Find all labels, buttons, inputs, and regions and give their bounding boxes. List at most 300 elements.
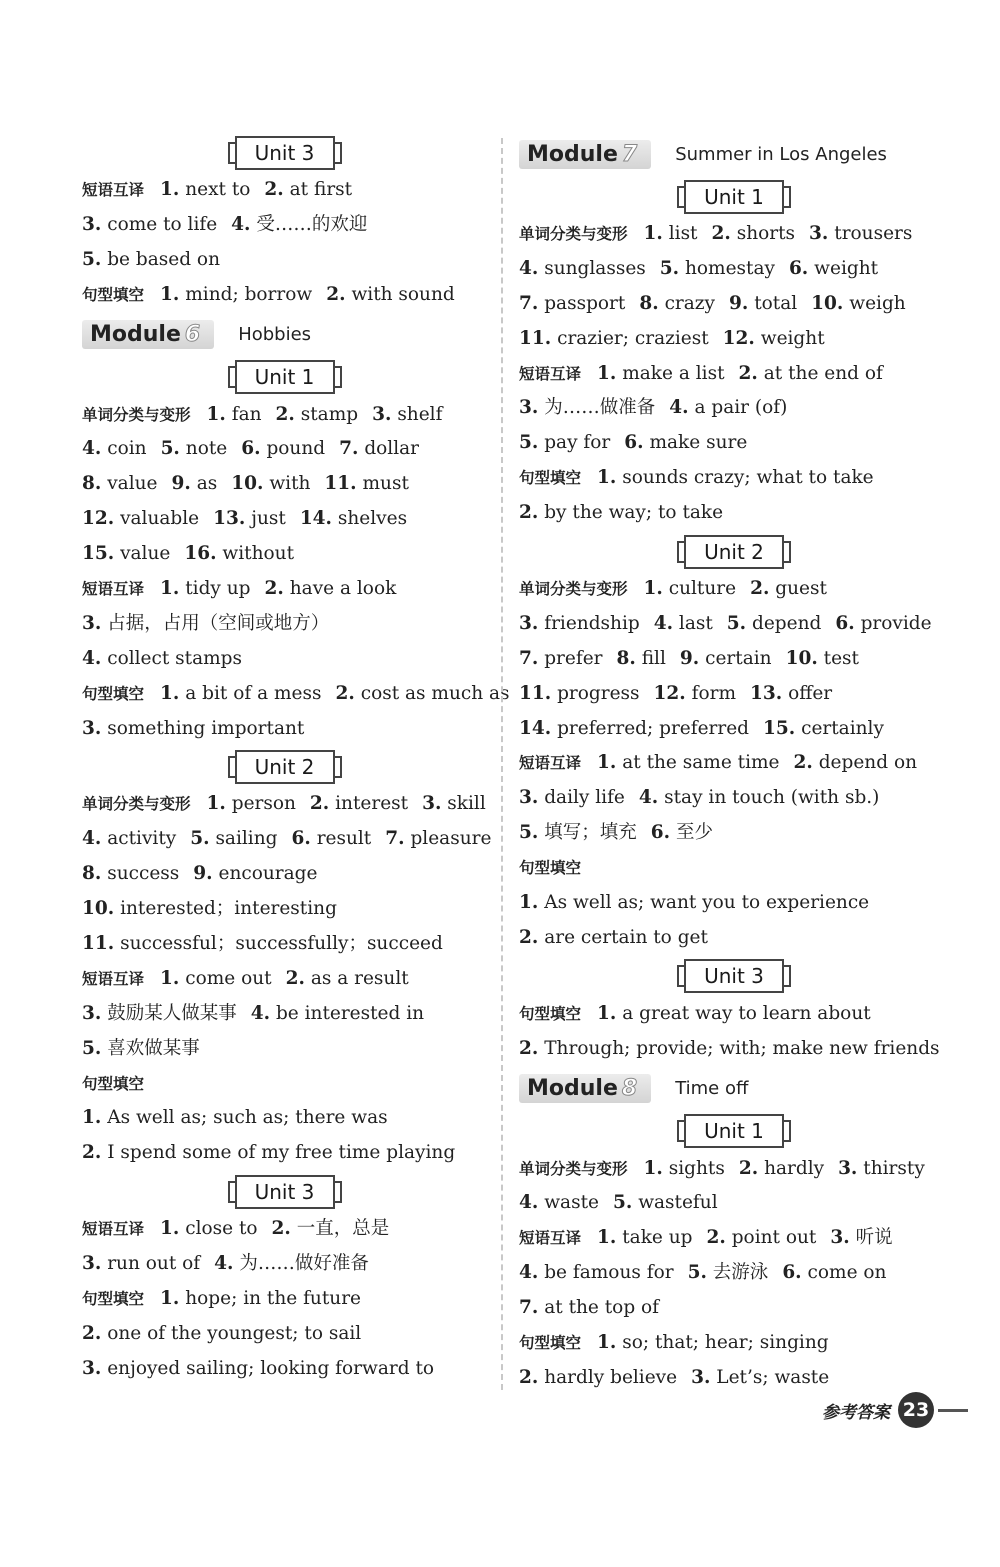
answer-number: 4.: [519, 257, 539, 279]
module-badge: [519, 1074, 651, 1103]
answer-number: 7.: [385, 828, 405, 850]
page-footer: [822, 1390, 968, 1430]
answer-line: [519, 781, 949, 816]
answer-number: 4.: [82, 828, 102, 850]
answer-line: [82, 502, 487, 537]
answer-text: 受……的欢迎: [256, 213, 368, 235]
answer-text: success: [107, 863, 180, 885]
answer-item: [422, 793, 486, 814]
answer-number: 10.: [82, 898, 115, 920]
answer-number: 13.: [213, 508, 246, 530]
answer-item: [838, 1158, 925, 1179]
answer-item: [688, 1262, 769, 1283]
answer-item: [161, 438, 228, 459]
module-heading: [82, 313, 487, 357]
answer-item: [644, 223, 698, 244]
answer-number: 7.: [339, 438, 359, 460]
answer-number: 9.: [193, 863, 213, 885]
answer-text: by the way; to take: [544, 502, 724, 524]
answer-text: 鼓励某人做某事: [107, 1002, 237, 1024]
answer-text: as a result: [310, 967, 409, 989]
answer-item: [519, 502, 723, 523]
answer-number: 1.: [206, 403, 226, 425]
answer-line: [82, 1317, 487, 1352]
answer-line: [82, 712, 487, 747]
answer-number: 2.: [750, 578, 770, 600]
answer-text: at the top of: [544, 1297, 660, 1319]
answer-text: valuable: [120, 508, 200, 530]
answer-number: 11.: [324, 473, 357, 495]
section-tag: 句型填空: [519, 1334, 582, 1353]
answer-item: [190, 828, 277, 849]
answer-number: 1.: [597, 752, 617, 774]
answer-item: [654, 683, 736, 704]
module-badge: [82, 320, 214, 349]
answer-item: [241, 438, 325, 459]
answer-text: successful；successfully；succeed: [120, 933, 443, 955]
answer-number: 2.: [326, 283, 346, 305]
answer-number: 6.: [624, 432, 644, 454]
answer-text: come out: [185, 967, 272, 989]
section-tag: 句型填空: [519, 469, 582, 488]
right-column: [519, 132, 949, 1396]
answer-number: 3.: [830, 1227, 850, 1249]
answer-number: 12.: [82, 508, 115, 530]
answer-item: [519, 1192, 599, 1213]
answer-text: next to: [185, 179, 251, 200]
answer-item: [326, 284, 455, 305]
answer-line: [519, 851, 949, 886]
answer-number: 2.: [335, 682, 355, 704]
answer-number: 1.: [597, 1227, 617, 1249]
answer-line: [82, 822, 492, 857]
answer-item: [82, 1038, 200, 1059]
answer-number: 1.: [597, 362, 617, 384]
answer-text: value: [107, 473, 158, 495]
answer-number: 1.: [160, 1288, 180, 1310]
answer-item: [213, 508, 286, 529]
answer-item: [789, 258, 878, 279]
answer-number: 1.: [82, 1107, 102, 1129]
answer-text: I spend some of my free time playing: [107, 1142, 456, 1164]
answer-line: [82, 927, 487, 962]
answer-text: 去游泳: [712, 1262, 769, 1284]
answer-number: 4.: [519, 1262, 539, 1284]
answer-number: 1.: [206, 793, 226, 815]
answer-text: 填写；填充: [544, 822, 637, 844]
answer-item: [231, 473, 310, 494]
answer-number: 1.: [597, 467, 617, 489]
answer-number: 3.: [82, 1253, 102, 1275]
answer-item: [82, 473, 157, 494]
answer-line: [519, 1186, 949, 1221]
unit-heading-row: [519, 1111, 949, 1152]
answer-item: [82, 648, 242, 669]
unit-heading-row: [82, 357, 487, 398]
answer-number: 1.: [160, 967, 180, 989]
section-tag: 短语互译: [82, 181, 145, 199]
answer-line: [519, 461, 949, 496]
answer-line: [82, 1247, 487, 1282]
answer-line: [82, 962, 487, 997]
answer-text: certain: [705, 647, 772, 669]
answer-line: [519, 217, 949, 252]
module-number: 8: [621, 1076, 638, 1102]
unit-heading-row: [82, 746, 487, 787]
answer-number: 1.: [643, 578, 663, 600]
answer-line: [82, 1067, 487, 1102]
answer-text: waste: [544, 1192, 599, 1214]
answer-item: [160, 683, 321, 704]
answer-number: 14.: [519, 717, 552, 739]
answer-item: [519, 787, 625, 808]
answer-number: 14.: [299, 508, 332, 530]
answer-text: passport: [544, 292, 626, 314]
answer-item: [597, 1003, 871, 1024]
answer-number: 5.: [726, 612, 747, 634]
answer-item: [82, 613, 329, 634]
answer-item: [597, 363, 725, 384]
answer-number: 8.: [639, 292, 659, 314]
answer-line: [82, 467, 487, 502]
module-title: Summer in Los Angeles: [675, 143, 887, 165]
unit-heading-row: [82, 132, 487, 173]
answer-line: [82, 1212, 487, 1247]
answer-item: [160, 578, 251, 599]
answer-item: [82, 1253, 200, 1274]
answer-item: [519, 648, 603, 669]
answer-item: [519, 1297, 659, 1318]
section-tag: 句型填空: [82, 684, 145, 703]
answer-text: homestay: [684, 257, 775, 279]
answer-line: [82, 173, 487, 208]
answer-text: a great way to learn about: [622, 1002, 871, 1024]
answer-item: [519, 683, 640, 704]
answer-number: 2.: [519, 1366, 539, 1388]
answer-item: [160, 1288, 361, 1309]
section-tag: 短语互译: [519, 754, 582, 773]
answer-number: 10.: [785, 647, 818, 669]
section-tag: 单词分类与变形: [519, 580, 628, 599]
answer-item: [519, 293, 625, 314]
answer-number: 5.: [519, 822, 539, 844]
section-tag: 单词分类与变形: [519, 225, 628, 243]
answer-text: prefer: [544, 647, 603, 669]
answer-number: 11.: [82, 933, 115, 955]
answer-text: be based on: [107, 248, 220, 270]
answer-item: [82, 1358, 434, 1379]
answer-line: [82, 787, 487, 822]
section-tag: 短语互译: [82, 580, 145, 599]
answer-line: [519, 1221, 949, 1256]
answer-text: point out: [731, 1227, 817, 1249]
answer-item: [660, 258, 775, 279]
answer-line: [82, 278, 487, 313]
answer-item: [750, 683, 832, 704]
answer-text: at the same time: [622, 752, 780, 774]
answer-line: [519, 607, 949, 642]
answer-item: [519, 432, 610, 453]
answer-line: [82, 432, 487, 467]
answer-number: 12.: [722, 327, 755, 349]
answer-text: encourage: [218, 863, 318, 885]
answer-text: sights: [668, 1157, 725, 1179]
answer-text: culture: [668, 578, 737, 600]
answer-text: progress: [557, 682, 640, 704]
footer-bar: [938, 1409, 968, 1412]
answer-text: come on: [807, 1262, 887, 1284]
answer-text: trousers: [834, 223, 913, 244]
answer-item: [82, 508, 199, 529]
answer-line: [82, 857, 487, 892]
unit-heading: Unit 3: [235, 1175, 335, 1209]
answer-text: with: [269, 473, 311, 495]
answer-text: crazy: [664, 292, 715, 314]
answer-number: 4.: [519, 1192, 539, 1214]
answer-text: pleasure: [410, 828, 492, 850]
answer-text: mind; borrow: [185, 283, 313, 305]
answer-number: 12.: [653, 682, 686, 704]
answer-line: [82, 1352, 487, 1387]
answer-number: 1.: [160, 578, 180, 600]
answer-line: [519, 642, 949, 677]
answer-item: [82, 828, 176, 849]
answer-item: [82, 898, 337, 919]
answer-item: [597, 1332, 829, 1353]
section-tag: 句型填空: [519, 1004, 582, 1023]
answer-text: a pair (of): [694, 397, 788, 419]
answer-text: shelves: [337, 508, 408, 530]
answer-text: dollar: [364, 438, 419, 460]
answer-number: 1.: [597, 1002, 617, 1024]
unit-heading-row: [519, 956, 949, 997]
answer-number: 11.: [519, 682, 552, 704]
answer-item: [291, 828, 371, 849]
answer-text: enjoyed sailing; looking forward to: [107, 1357, 435, 1379]
answer-text: friendship: [544, 612, 640, 634]
unit-heading: Unit 1: [235, 360, 335, 394]
answer-number: 6.: [291, 828, 311, 850]
answer-number: 7.: [519, 292, 539, 314]
answer-number: 1.: [519, 892, 539, 914]
answer-item: [707, 1227, 817, 1248]
answer-text: cost as much as: [360, 682, 510, 704]
answer-item: [214, 1253, 369, 1274]
section-tag: 单词分类与变形: [82, 795, 191, 814]
answer-line: [519, 322, 949, 357]
section-tag: 短语互译: [82, 1220, 145, 1239]
module-label: Module: [90, 322, 181, 348]
answer-text: without: [222, 543, 295, 565]
answer-item: [597, 752, 779, 773]
answer-text: run out of: [107, 1253, 201, 1275]
answer-item: [613, 1192, 718, 1213]
answer-item: [519, 397, 655, 418]
answer-number: 3.: [82, 717, 102, 739]
answer-text: 占据，占用（空间或地方）: [107, 612, 330, 634]
answer-number: 1.: [597, 1332, 617, 1354]
module-heading: [519, 1067, 949, 1111]
answer-text: a bit of a mess: [185, 682, 322, 704]
answer-item: [727, 613, 822, 634]
answer-line: [519, 746, 949, 781]
answer-line: [82, 1136, 487, 1171]
answer-number: 6.: [650, 822, 671, 844]
answer-text: fill: [641, 647, 666, 669]
answer-number: 2.: [519, 502, 539, 524]
answer-line: [519, 816, 949, 851]
answer-number: 8.: [82, 473, 102, 495]
answer-number: 2.: [738, 1157, 759, 1179]
answer-item: [82, 933, 443, 954]
answer-item: [786, 648, 859, 669]
unit-heading: Unit 1: [684, 1114, 784, 1148]
unit-heading: Unit 2: [235, 750, 335, 784]
section-tag: 单词分类与变形: [82, 405, 191, 424]
answer-text: just: [251, 508, 286, 530]
answer-text: As well as; such as; there was: [107, 1107, 388, 1129]
answer-item: [597, 467, 874, 488]
answer-item: [811, 293, 906, 314]
module-label: Module: [527, 141, 618, 167]
answer-line: [519, 1152, 949, 1187]
answer-item: [276, 404, 359, 425]
answer-item: [794, 752, 918, 773]
answer-number: 3.: [809, 223, 829, 244]
answer-line: [519, 1032, 949, 1067]
answer-line: [519, 572, 949, 607]
answer-line: [519, 357, 949, 392]
answer-item: [265, 578, 397, 599]
answer-text: something important: [107, 717, 305, 739]
answer-line: [519, 1291, 949, 1326]
answer-text: weight: [814, 257, 879, 279]
answer-text: wasteful: [638, 1192, 718, 1214]
section-tag: 句型填空: [82, 1074, 145, 1093]
answer-item: [739, 363, 883, 384]
answer-text: 喜欢做某事: [107, 1037, 200, 1059]
answer-line: [519, 677, 949, 712]
module-title: Hobbies: [238, 324, 312, 346]
answer-number: 5.: [160, 438, 180, 460]
answer-number: 2.: [264, 179, 284, 200]
answer-item: [251, 1003, 424, 1024]
answer-number: 3.: [82, 1357, 102, 1379]
answer-item: [324, 473, 408, 494]
section-tag: 短语互译: [519, 1229, 582, 1248]
answer-text: depend: [752, 612, 822, 634]
answer-text: Through; provide; with; make new friends: [544, 1037, 940, 1059]
answer-text: 至少: [675, 822, 713, 844]
answer-text: sailing: [215, 828, 278, 850]
answer-text: skill: [447, 793, 486, 815]
answer-item: [286, 968, 409, 989]
section-tag: 短语互译: [82, 969, 145, 988]
answer-text: 听说: [855, 1227, 893, 1249]
answer-line: [519, 1256, 949, 1291]
answer-number: 4.: [669, 397, 689, 419]
unit-heading: Unit 2: [684, 535, 784, 569]
answer-item: [82, 1142, 455, 1163]
answer-line: [82, 892, 487, 927]
answer-line: [519, 1326, 949, 1361]
answer-number: 2.: [309, 793, 330, 815]
answer-number: 4.: [250, 1002, 271, 1024]
answer-item: [160, 284, 312, 305]
answer-item: [82, 214, 217, 235]
answer-number: 4.: [231, 213, 251, 235]
answer-number: 2.: [82, 1142, 102, 1164]
answer-number: 7.: [519, 1297, 539, 1319]
section-tag: 短语互译: [519, 364, 582, 383]
answer-text: 为……做准备: [544, 397, 656, 419]
section-tag: 句型填空: [82, 1290, 145, 1309]
answer-number: 8.: [616, 647, 636, 669]
answer-line: [519, 997, 949, 1032]
answer-text: must: [362, 473, 409, 495]
answer-item: [184, 543, 294, 564]
answer-number: 2.: [711, 223, 731, 244]
answer-line: [82, 243, 487, 278]
answer-text: collect stamps: [107, 647, 243, 669]
answer-item: [82, 1323, 361, 1344]
answer-item: [644, 578, 737, 599]
answer-number: 5.: [687, 1262, 707, 1284]
unit-heading: Unit 1: [684, 180, 784, 214]
module-number: 7: [621, 141, 638, 167]
answer-item: [680, 648, 772, 669]
answer-item: [82, 718, 304, 739]
answer-text: make sure: [649, 432, 748, 454]
answer-text: sounds crazy; what to take: [622, 467, 874, 489]
answer-item: [519, 1038, 940, 1059]
answer-item: [300, 508, 407, 529]
answer-text: with sound: [351, 283, 455, 305]
answer-number: 4.: [82, 647, 102, 669]
answer-text: offer: [788, 682, 833, 704]
answer-line: [519, 496, 949, 531]
answer-number: 6.: [241, 438, 261, 460]
answer-number: 2.: [706, 1227, 726, 1249]
answer-number: 3.: [82, 1002, 102, 1024]
unit-heading: Unit 3: [235, 136, 335, 170]
answer-text: daily life: [544, 787, 625, 809]
answer-line: [82, 607, 487, 642]
answer-item: [830, 1227, 892, 1248]
answer-item: [310, 793, 408, 814]
answer-text: pay for: [544, 432, 611, 454]
answer-text: depend on: [818, 752, 917, 774]
answer-item: [519, 1367, 677, 1388]
left-column: [82, 132, 510, 1387]
unit-heading-row: [519, 531, 949, 572]
page-number: 23: [898, 1392, 934, 1428]
answer-number: 3.: [372, 403, 392, 425]
answer-item: [335, 683, 509, 704]
answer-number: 16.: [184, 543, 217, 565]
answer-item: [639, 293, 715, 314]
module-badge: [519, 140, 651, 169]
answer-line: [82, 997, 487, 1032]
answer-number: 2.: [285, 967, 305, 989]
answer-item: [372, 404, 442, 425]
answer-text: form: [691, 682, 736, 704]
answer-number: 3.: [82, 213, 102, 235]
answer-text: make a list: [622, 362, 725, 384]
footer-label: 参考答案: [822, 1402, 890, 1423]
answer-text: as: [196, 473, 218, 495]
answer-number: 3.: [422, 793, 442, 815]
